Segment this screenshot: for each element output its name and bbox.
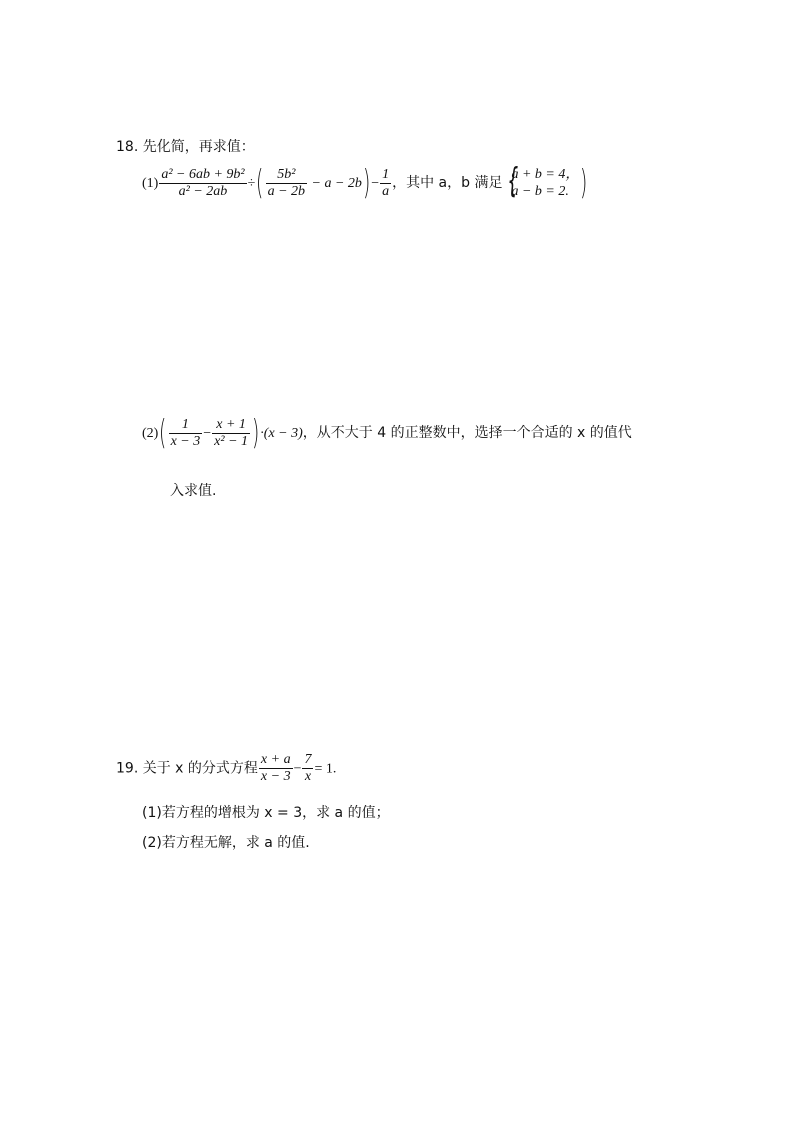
right-paren: ) — [362, 163, 371, 203]
fraction-denominator: x − 3 — [260, 769, 291, 784]
q18-part1-label: (1) — [142, 176, 159, 191]
fraction-numerator: a² − 6ab + 9b² — [161, 166, 245, 182]
q19-fraction-1 — [259, 752, 293, 785]
q19-number: 19. — [116, 760, 139, 777]
fraction-denominator: x² − 1 — [214, 433, 249, 449]
fraction-denominator: x — [304, 769, 312, 784]
fraction-numerator: 5b² — [266, 167, 307, 184]
minus-sign: − — [203, 426, 212, 441]
q18-header — [116, 136, 255, 156]
right-paren: ) — [252, 413, 260, 453]
q19-equals: = 1. — [314, 761, 337, 777]
q18-part2 — [142, 413, 632, 453]
fraction-numerator: 7 — [304, 752, 312, 767]
q18-part2-label: (2) — [142, 426, 159, 441]
left-paren: ( — [159, 413, 167, 453]
minus-sign: − — [371, 176, 380, 191]
q18-part2-fraction-2 — [212, 417, 250, 450]
q18-title: 先化简，再求值： — [142, 139, 255, 155]
q19-sub-question-1: (1)若方程的增根为 x = 3，求 a 的值； — [142, 805, 390, 821]
left-paren: ( — [256, 163, 264, 203]
q18-part1-fraction-3 — [380, 167, 391, 200]
divide-sign: ÷ — [247, 176, 256, 191]
q18-part1-condition: ，其中 a，b 满足 — [392, 175, 503, 191]
fraction-denominator: a² − 2ab — [178, 183, 228, 199]
q18-part1-fraction-1 — [159, 167, 246, 200]
left-brace-icon: { — [507, 161, 519, 201]
q18-part2-fraction-1 — [169, 417, 203, 450]
q18-part1-system — [504, 161, 580, 201]
q18-part1 — [142, 161, 589, 203]
fraction-denominator: x − 3 — [170, 433, 201, 449]
system-row-1: a + b = 4， — [511, 167, 580, 182]
q18-number: 18. — [116, 139, 139, 155]
fraction-denominator: a — [382, 183, 390, 199]
fraction-numerator: 1 — [382, 166, 390, 182]
right-paren: ) — [580, 163, 588, 203]
fraction-numerator: 1 — [169, 417, 203, 434]
q19-fraction-2 — [302, 752, 313, 785]
q19-stem-prefix: 关于 x 的分式方程 — [142, 760, 258, 777]
q18-part2-multiplier: ·(x − 3) — [260, 426, 303, 441]
fraction-numerator: x + a — [260, 752, 291, 767]
q19-stem — [116, 752, 336, 785]
q18-part1-tail-expr: − a − 2b — [308, 176, 362, 191]
minus-sign: − — [293, 761, 302, 777]
q19-sub-question-2: (2)若方程无解，求 a 的值. — [142, 835, 310, 851]
q18-part1-fraction-2 — [266, 167, 307, 200]
system-row-2: a − b = 2. — [511, 184, 569, 199]
q18-part2-text-line-1: ，从不大于 4 的正整数中，选择一个合适的 x 的值代 — [302, 425, 632, 441]
fraction-denominator: a − 2b — [267, 183, 306, 199]
q18-part2-text-line-2: 入求值. — [170, 483, 217, 499]
fraction-numerator: x + 1 — [212, 417, 250, 434]
